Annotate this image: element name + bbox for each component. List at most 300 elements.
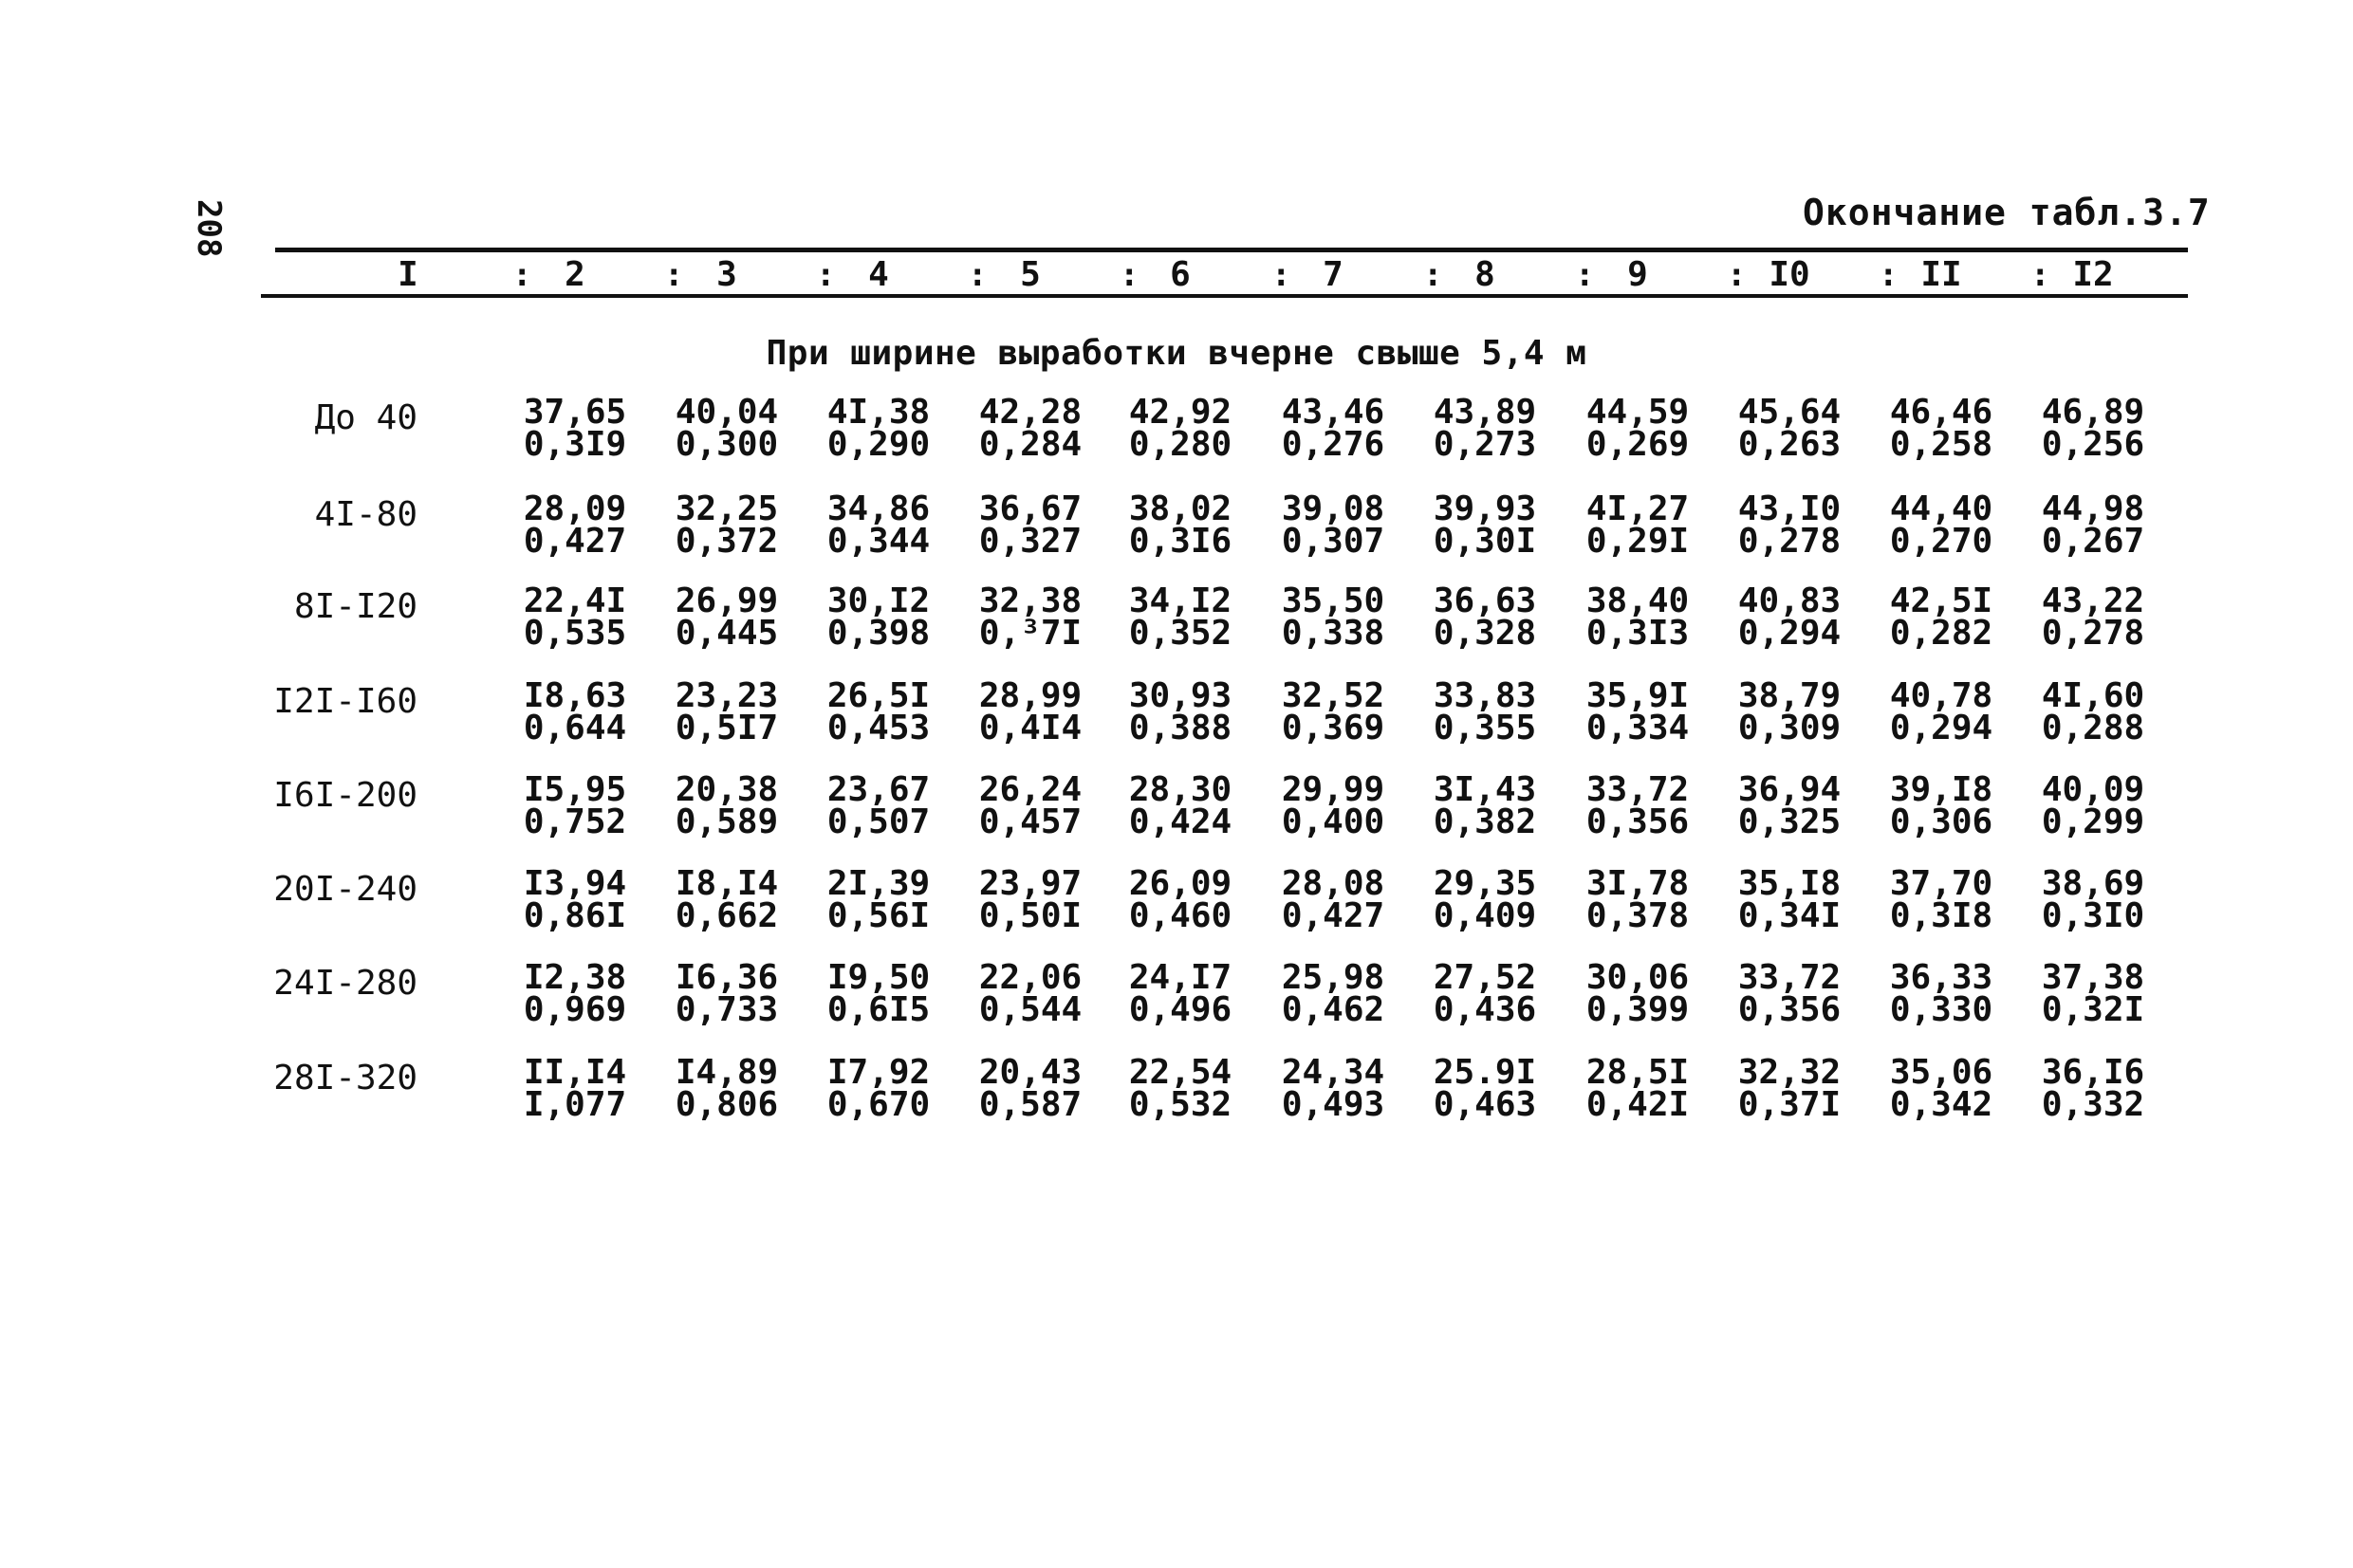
cell-value-upper: 26,24 bbox=[978, 770, 1083, 809]
column-header-11: II bbox=[1920, 255, 1962, 294]
table-cell bbox=[1718, 581, 1861, 653]
cell-value-lower: 0,273 bbox=[1433, 425, 1537, 464]
cell-value-lower: 0,³7I bbox=[978, 614, 1083, 653]
cell-value-upper: 23,23 bbox=[675, 676, 779, 715]
cell-value-upper: 44,59 bbox=[1585, 393, 1690, 432]
table-cell bbox=[656, 489, 798, 561]
cell-value-upper: 39,08 bbox=[1281, 489, 1385, 528]
cell-value-upper: I4,89 bbox=[675, 1053, 779, 1092]
table-cell bbox=[959, 676, 1102, 747]
table-cell bbox=[504, 676, 646, 747]
cell-value-upper: 36,I6 bbox=[2041, 1053, 2145, 1092]
cell-value-lower: 0,34I bbox=[1737, 896, 1842, 935]
table-cell bbox=[1566, 489, 1709, 561]
cell-value-upper: 33,72 bbox=[1737, 958, 1842, 997]
page-number: 208 bbox=[190, 199, 228, 258]
cell-value-lower: 0,284 bbox=[978, 425, 1083, 464]
cell-value-upper: 25.9I bbox=[1433, 1053, 1537, 1092]
cell-value-lower: 0,399 bbox=[1585, 990, 1690, 1029]
cell-value-lower: 0,270 bbox=[1889, 522, 1993, 561]
table-cell bbox=[1870, 489, 2012, 561]
cell-value-lower: 0,378 bbox=[1585, 896, 1690, 935]
cell-value-upper: 30,06 bbox=[1585, 958, 1690, 997]
cell-value-upper: 43,46 bbox=[1281, 393, 1385, 432]
cell-value-upper: 39,93 bbox=[1433, 489, 1537, 528]
cell-value-lower: 0,507 bbox=[826, 802, 931, 841]
table-cell bbox=[807, 581, 950, 653]
cell-value-lower: 0,352 bbox=[1128, 614, 1232, 653]
cell-value-upper: 36,33 bbox=[1889, 958, 1993, 997]
cell-value-upper: 24,34 bbox=[1281, 1053, 1385, 1092]
table-cell bbox=[1109, 489, 1251, 561]
table-cell bbox=[504, 958, 646, 1029]
cell-value-lower: 0,388 bbox=[1128, 709, 1232, 747]
cell-value-lower: 0,493 bbox=[1281, 1085, 1385, 1124]
table-cell bbox=[1262, 864, 1404, 935]
table-cell bbox=[1414, 676, 1556, 747]
table-cell bbox=[1109, 393, 1251, 464]
cell-value-upper: 28,99 bbox=[978, 676, 1083, 715]
cell-value-lower: 0,344 bbox=[826, 522, 931, 561]
table-cell bbox=[1566, 864, 1709, 935]
table-cell bbox=[807, 958, 950, 1029]
cell-value-lower: 0,3I3 bbox=[1585, 614, 1690, 653]
cell-value-lower: 0,267 bbox=[2041, 522, 2145, 561]
table-cell bbox=[2022, 1053, 2164, 1124]
cell-value-upper: 34,I2 bbox=[1128, 581, 1232, 620]
cell-value-lower: 0,969 bbox=[523, 990, 627, 1029]
cell-value-upper: 3I,78 bbox=[1585, 864, 1690, 903]
cell-value-lower: 0,3I6 bbox=[1128, 522, 1232, 561]
table-cell bbox=[504, 1053, 646, 1124]
cell-value-lower: 0,288 bbox=[2041, 709, 2145, 747]
cell-value-lower: 0,282 bbox=[1889, 614, 1993, 653]
cell-value-upper: 4I,27 bbox=[1585, 489, 1690, 528]
cell-value-upper: 36,63 bbox=[1433, 581, 1537, 620]
cell-value-upper: 22,54 bbox=[1128, 1053, 1232, 1092]
row-label: 20I-240 bbox=[273, 870, 417, 909]
cell-value-lower: 0,263 bbox=[1737, 425, 1842, 464]
cell-value-lower: 0,453 bbox=[826, 709, 931, 747]
table-cell bbox=[1566, 393, 1709, 464]
cell-value-lower: 0,342 bbox=[1889, 1085, 1993, 1124]
column-separator: : bbox=[2030, 256, 2050, 294]
cell-value-lower: 0,462 bbox=[1281, 990, 1385, 1029]
cell-value-lower: 0,37I bbox=[1737, 1085, 1842, 1124]
table-cell bbox=[1566, 676, 1709, 747]
section-title: При ширине выработки вчерне свыше 5,4 м bbox=[766, 334, 1587, 373]
cell-value-upper: 36,67 bbox=[978, 489, 1083, 528]
column-header-2: 2 bbox=[565, 255, 585, 294]
cell-value-upper: 39,I8 bbox=[1889, 770, 1993, 809]
cell-value-lower: 0,409 bbox=[1433, 896, 1537, 935]
table-cell bbox=[1262, 770, 1404, 841]
table-cell bbox=[1109, 958, 1251, 1029]
table-cell bbox=[1109, 1053, 1251, 1124]
table-cell bbox=[504, 489, 646, 561]
cell-value-upper: 22,4I bbox=[523, 581, 627, 620]
cell-value-lower: 0,460 bbox=[1128, 896, 1232, 935]
cell-value-upper: 28,30 bbox=[1128, 770, 1232, 809]
cell-value-lower: 0,532 bbox=[1128, 1085, 1232, 1124]
cell-value-upper: 3I,43 bbox=[1433, 770, 1537, 809]
cell-value-lower: 0,278 bbox=[1737, 522, 1842, 561]
table-cell bbox=[656, 676, 798, 747]
cell-value-upper: 38,02 bbox=[1128, 489, 1232, 528]
table-cell bbox=[1870, 1053, 2012, 1124]
table-cell bbox=[1262, 958, 1404, 1029]
cell-value-upper: 34,86 bbox=[826, 489, 931, 528]
table-cell bbox=[1414, 770, 1556, 841]
table-cell bbox=[807, 489, 950, 561]
table-header-rule bbox=[261, 294, 2188, 298]
table-cell bbox=[656, 864, 798, 935]
table-cell bbox=[959, 958, 1102, 1029]
cell-value-upper: 26,5I bbox=[826, 676, 931, 715]
cell-value-upper: I9,50 bbox=[826, 958, 931, 997]
cell-value-upper: 29,99 bbox=[1281, 770, 1385, 809]
cell-value-lower: 0,294 bbox=[1737, 614, 1842, 653]
column-separator: : bbox=[664, 256, 684, 294]
row-label: 28I-320 bbox=[273, 1059, 417, 1098]
cell-value-lower: 0,463 bbox=[1433, 1085, 1537, 1124]
table-cell bbox=[504, 581, 646, 653]
cell-value-upper: 28,5I bbox=[1585, 1053, 1690, 1092]
table-cell bbox=[1718, 393, 1861, 464]
column-header-3: 3 bbox=[716, 255, 737, 294]
cell-value-upper: 32,38 bbox=[978, 581, 1083, 620]
cell-value-lower: 0,5I7 bbox=[675, 709, 779, 747]
cell-value-upper: 22,06 bbox=[978, 958, 1083, 997]
table-cell bbox=[2022, 393, 2164, 464]
cell-value-upper: 32,52 bbox=[1281, 676, 1385, 715]
table-cell bbox=[1718, 1053, 1861, 1124]
row-label: 8I-I20 bbox=[293, 587, 417, 626]
cell-value-lower: 0,806 bbox=[675, 1085, 779, 1124]
cell-value-lower: 0,309 bbox=[1737, 709, 1842, 747]
cell-value-lower: 0,356 bbox=[1585, 802, 1690, 841]
cell-value-upper: II,I4 bbox=[523, 1053, 627, 1092]
cell-value-upper: 40,04 bbox=[675, 393, 779, 432]
table-cell bbox=[2022, 864, 2164, 935]
table-cell bbox=[959, 581, 1102, 653]
cell-value-upper: 35,06 bbox=[1889, 1053, 1993, 1092]
column-separator: : bbox=[968, 256, 988, 294]
cell-value-lower: 0,30I bbox=[1433, 522, 1537, 561]
cell-value-lower: 0,587 bbox=[978, 1085, 1083, 1124]
table-cell bbox=[959, 393, 1102, 464]
cell-value-upper: 30,93 bbox=[1128, 676, 1232, 715]
cell-value-lower: 0,338 bbox=[1281, 614, 1385, 653]
cell-value-upper: 35,9I bbox=[1585, 676, 1690, 715]
table-cell bbox=[1870, 676, 2012, 747]
table-cell bbox=[2022, 770, 2164, 841]
cell-value-lower: 0,3I0 bbox=[2041, 896, 2145, 935]
cell-value-lower: 0,294 bbox=[1889, 709, 1993, 747]
cell-value-lower: 0,280 bbox=[1128, 425, 1232, 464]
table-cell bbox=[1262, 676, 1404, 747]
table-cell bbox=[1109, 770, 1251, 841]
table-cell bbox=[1109, 676, 1251, 747]
column-header-12: I2 bbox=[2072, 255, 2114, 294]
cell-value-lower: 0,457 bbox=[978, 802, 1083, 841]
cell-value-lower: 0,42I bbox=[1585, 1085, 1690, 1124]
cell-value-lower: 0,86I bbox=[523, 896, 627, 935]
cell-value-lower: 0,332 bbox=[2041, 1085, 2145, 1124]
table-cell bbox=[959, 489, 1102, 561]
table-cell bbox=[807, 770, 950, 841]
cell-value-upper: I6,36 bbox=[675, 958, 779, 997]
cell-value-upper: 35,50 bbox=[1281, 581, 1385, 620]
cell-value-lower: 0,369 bbox=[1281, 709, 1385, 747]
table-cell bbox=[504, 770, 646, 841]
column-header-10: I0 bbox=[1769, 255, 1810, 294]
cell-value-lower: 0,733 bbox=[675, 990, 779, 1029]
cell-value-upper: 4I,60 bbox=[2041, 676, 2145, 715]
cell-value-upper: 44,40 bbox=[1889, 489, 1993, 528]
table-cell bbox=[2022, 958, 2164, 1029]
cell-value-upper: 37,38 bbox=[2041, 958, 2145, 997]
cell-value-lower: 0,330 bbox=[1889, 990, 1993, 1029]
cell-value-upper: I8,63 bbox=[523, 676, 627, 715]
column-separator: : bbox=[1575, 256, 1595, 294]
cell-value-upper: 33,72 bbox=[1585, 770, 1690, 809]
table-cell bbox=[1262, 581, 1404, 653]
cell-value-upper: 24,I7 bbox=[1128, 958, 1232, 997]
column-header-1: I bbox=[398, 255, 418, 294]
cell-value-lower: 0,334 bbox=[1585, 709, 1690, 747]
cell-value-upper: 35,I8 bbox=[1737, 864, 1842, 903]
table-cell bbox=[1414, 393, 1556, 464]
cell-value-lower: 0,544 bbox=[978, 990, 1083, 1029]
cell-value-upper: 2I,39 bbox=[826, 864, 931, 903]
table-cell bbox=[959, 864, 1102, 935]
cell-value-upper: 25,98 bbox=[1281, 958, 1385, 997]
table-cell bbox=[1109, 581, 1251, 653]
table-cell bbox=[1870, 864, 2012, 935]
cell-value-upper: 42,28 bbox=[978, 393, 1083, 432]
cell-value-lower: 0,300 bbox=[675, 425, 779, 464]
table-cell bbox=[1566, 958, 1709, 1029]
row-label: I2I-I60 bbox=[273, 682, 417, 721]
cell-value-upper: 46,89 bbox=[2041, 393, 2145, 432]
column-header-9: 9 bbox=[1627, 255, 1648, 294]
table-cell bbox=[1262, 489, 1404, 561]
cell-value-lower: 0,662 bbox=[675, 896, 779, 935]
cell-value-upper: 23,67 bbox=[826, 770, 931, 809]
cell-value-upper: 40,09 bbox=[2041, 770, 2145, 809]
cell-value-upper: 23,97 bbox=[978, 864, 1083, 903]
cell-value-lower: 0,752 bbox=[523, 802, 627, 841]
cell-value-upper: I2,38 bbox=[523, 958, 627, 997]
cell-value-lower: 0,496 bbox=[1128, 990, 1232, 1029]
table-cell bbox=[959, 770, 1102, 841]
table-cell bbox=[2022, 581, 2164, 653]
table-cell bbox=[504, 393, 646, 464]
table-cell bbox=[656, 581, 798, 653]
cell-value-upper: I5,95 bbox=[523, 770, 627, 809]
cell-value-lower: I,077 bbox=[523, 1085, 627, 1124]
cell-value-upper: 40,78 bbox=[1889, 676, 1993, 715]
table-cell bbox=[807, 864, 950, 935]
cell-value-upper: 33,83 bbox=[1433, 676, 1537, 715]
cell-value-upper: 29,35 bbox=[1433, 864, 1537, 903]
cell-value-lower: 0,424 bbox=[1128, 802, 1232, 841]
cell-value-lower: 0,4I4 bbox=[978, 709, 1083, 747]
table-cell bbox=[807, 1053, 950, 1124]
table-cell bbox=[1262, 393, 1404, 464]
cell-value-lower: 0,356 bbox=[1737, 990, 1842, 1029]
cell-value-upper: 46,46 bbox=[1889, 393, 1993, 432]
cell-value-lower: 0,400 bbox=[1281, 802, 1385, 841]
column-header-row bbox=[0, 252, 2353, 294]
column-header-6: 6 bbox=[1170, 255, 1191, 294]
table-cell bbox=[1109, 864, 1251, 935]
cell-value-upper: 43,22 bbox=[2041, 581, 2145, 620]
cell-value-upper: 4I,38 bbox=[826, 393, 931, 432]
row-label: I6I-200 bbox=[273, 776, 417, 815]
cell-value-lower: 0,427 bbox=[1281, 896, 1385, 935]
table-cell bbox=[656, 770, 798, 841]
cell-value-upper: 42,5I bbox=[1889, 581, 1993, 620]
table-cell bbox=[1414, 581, 1556, 653]
row-label: 24I-280 bbox=[273, 964, 417, 1003]
cell-value-lower: 0,3I8 bbox=[1889, 896, 1993, 935]
cell-value-lower: 0,278 bbox=[2041, 614, 2145, 653]
column-header-7: 7 bbox=[1323, 255, 1343, 294]
table-cell bbox=[1414, 864, 1556, 935]
cell-value-upper: 28,08 bbox=[1281, 864, 1385, 903]
cell-value-lower: 0,276 bbox=[1281, 425, 1385, 464]
cell-value-upper: 38,40 bbox=[1585, 581, 1690, 620]
cell-value-lower: 0,372 bbox=[675, 522, 779, 561]
column-separator: : bbox=[1423, 256, 1443, 294]
cell-value-upper: 37,65 bbox=[523, 393, 627, 432]
cell-value-lower: 0,398 bbox=[826, 614, 931, 653]
cell-value-upper: 43,I0 bbox=[1737, 489, 1842, 528]
cell-value-lower: 0,670 bbox=[826, 1085, 931, 1124]
table-cell bbox=[656, 393, 798, 464]
cell-value-upper: 40,83 bbox=[1737, 581, 1842, 620]
table-cell bbox=[1718, 489, 1861, 561]
column-separator: : bbox=[816, 256, 836, 294]
cell-value-lower: 0,427 bbox=[523, 522, 627, 561]
table-cell bbox=[1718, 958, 1861, 1029]
cell-value-lower: 0,327 bbox=[978, 522, 1083, 561]
row-label: 4I-80 bbox=[314, 495, 417, 534]
cell-value-lower: 0,307 bbox=[1281, 522, 1385, 561]
table-cell bbox=[1870, 581, 2012, 653]
table-cell bbox=[1566, 581, 1709, 653]
table-cell bbox=[2022, 489, 2164, 561]
cell-value-upper: I8,I4 bbox=[675, 864, 779, 903]
cell-value-lower: 0,299 bbox=[2041, 802, 2145, 841]
cell-value-upper: 32,25 bbox=[675, 489, 779, 528]
continuation-label: Окончание табл.3.7 bbox=[1803, 192, 2211, 233]
cell-value-upper: 30,I2 bbox=[826, 581, 931, 620]
cell-value-lower: 0,258 bbox=[1889, 425, 1993, 464]
table-cell bbox=[1870, 958, 2012, 1029]
cell-value-lower: 0,306 bbox=[1889, 802, 1993, 841]
column-separator: : bbox=[1120, 256, 1139, 294]
cell-value-lower: 0,32I bbox=[2041, 990, 2145, 1029]
cell-value-upper: 45,64 bbox=[1737, 393, 1842, 432]
column-separator: : bbox=[512, 256, 532, 294]
cell-value-upper: 36,94 bbox=[1737, 770, 1842, 809]
table-cell bbox=[1718, 770, 1861, 841]
cell-value-lower: 0,269 bbox=[1585, 425, 1690, 464]
table-cell bbox=[656, 1053, 798, 1124]
cell-value-upper: 38,69 bbox=[2041, 864, 2145, 903]
cell-value-upper: 27,52 bbox=[1433, 958, 1537, 997]
table-cell bbox=[1414, 958, 1556, 1029]
cell-value-lower: 0,29I bbox=[1585, 522, 1690, 561]
cell-value-lower: 0,6I5 bbox=[826, 990, 931, 1029]
row-label: До 40 bbox=[314, 398, 417, 437]
column-separator: : bbox=[1727, 256, 1747, 294]
column-header-4: 4 bbox=[868, 255, 889, 294]
table-cell bbox=[1566, 1053, 1709, 1124]
cell-value-lower: 0,535 bbox=[523, 614, 627, 653]
table-cell bbox=[807, 676, 950, 747]
cell-value-upper: 26,99 bbox=[675, 581, 779, 620]
table-cell bbox=[1718, 864, 1861, 935]
cell-value-lower: 0,589 bbox=[675, 802, 779, 841]
table-cell bbox=[1414, 489, 1556, 561]
table-cell bbox=[656, 958, 798, 1029]
table-cell bbox=[2022, 676, 2164, 747]
cell-value-lower: 0,56I bbox=[826, 896, 931, 935]
cell-value-lower: 0,3I9 bbox=[523, 425, 627, 464]
cell-value-upper: 43,89 bbox=[1433, 393, 1537, 432]
cell-value-lower: 0,382 bbox=[1433, 802, 1537, 841]
cell-value-lower: 0,355 bbox=[1433, 709, 1537, 747]
cell-value-upper: 38,79 bbox=[1737, 676, 1842, 715]
cell-value-upper: 20,38 bbox=[675, 770, 779, 809]
cell-value-upper: 37,70 bbox=[1889, 864, 1993, 903]
cell-value-upper: 28,09 bbox=[523, 489, 627, 528]
cell-value-upper: 44,98 bbox=[2041, 489, 2145, 528]
table-cell bbox=[1262, 1053, 1404, 1124]
table-cell bbox=[504, 864, 646, 935]
column-separator: : bbox=[1271, 256, 1291, 294]
column-separator: : bbox=[1879, 256, 1899, 294]
cell-value-lower: 0,644 bbox=[523, 709, 627, 747]
table-cell bbox=[1718, 676, 1861, 747]
cell-value-lower: 0,256 bbox=[2041, 425, 2145, 464]
table-cell bbox=[1566, 770, 1709, 841]
cell-value-upper: 20,43 bbox=[978, 1053, 1083, 1092]
cell-value-upper: I7,92 bbox=[826, 1053, 931, 1092]
table-cell bbox=[959, 1053, 1102, 1124]
cell-value-upper: 32,32 bbox=[1737, 1053, 1842, 1092]
table-cell bbox=[1414, 1053, 1556, 1124]
cell-value-upper: 42,92 bbox=[1128, 393, 1232, 432]
table-cell bbox=[1870, 393, 2012, 464]
table-cell bbox=[1870, 770, 2012, 841]
cell-value-lower: 0,50I bbox=[978, 896, 1083, 935]
table-cell bbox=[807, 393, 950, 464]
cell-value-lower: 0,445 bbox=[675, 614, 779, 653]
column-header-5: 5 bbox=[1020, 255, 1041, 294]
column-header-8: 8 bbox=[1474, 255, 1495, 294]
cell-value-lower: 0,290 bbox=[826, 425, 931, 464]
cell-value-upper: 26,09 bbox=[1128, 864, 1232, 903]
cell-value-upper: I3,94 bbox=[523, 864, 627, 903]
cell-value-lower: 0,325 bbox=[1737, 802, 1842, 841]
cell-value-lower: 0,436 bbox=[1433, 990, 1537, 1029]
cell-value-lower: 0,328 bbox=[1433, 614, 1537, 653]
